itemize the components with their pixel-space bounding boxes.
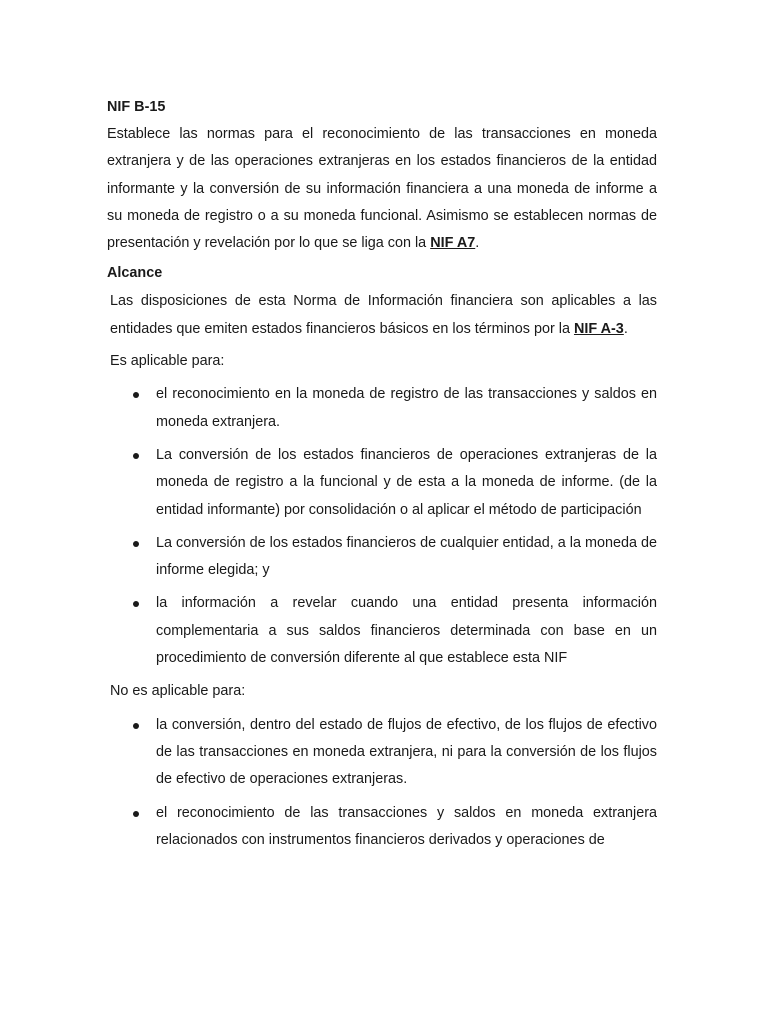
no-aplicable-lead: No es aplicable para: xyxy=(110,683,246,700)
intro-text: Establece las normas para el reconocimiento de las transacciones en moneda extranjera y de las operaciones extranjeras en los estados financieros de la entidad informante y la conversión de su información financiera a una moneda de informe a su moneda de registro o a su moneda funcional. Asimismo se establecen normas de presentación y revelación por lo que se liga con la xyxy=(107,126,657,252)
aplicable-list xyxy=(107,381,657,672)
list-item xyxy=(107,590,657,672)
list-item xyxy=(107,712,657,794)
section-heading-alcance: Alcance xyxy=(107,265,163,282)
alcance-tail: . xyxy=(623,320,628,337)
list-item-text: el reconocimiento de las transacciones y saldos en moneda extranjera relacionados con instrumentos financieros derivados y operaciones de xyxy=(156,804,657,848)
nif-a3-reference[interactable]: NIF A-3 xyxy=(573,320,624,337)
intro-tail: . xyxy=(475,235,480,252)
intro-paragraph xyxy=(107,121,657,257)
list-item xyxy=(107,800,657,855)
list-item xyxy=(107,381,657,436)
list-item-text: el reconocimiento en la moneda de registro de las transacciones y saldos en moneda extranjera. xyxy=(156,386,657,430)
document-title: NIF B-15 xyxy=(107,99,166,115)
bullet-icon xyxy=(133,601,139,607)
list-item xyxy=(107,530,657,585)
alcance-text: Las disposiciones de esta Norma de Información financiera son aplicables a las entidades que emiten estados financieros básicos en los términos por la xyxy=(110,293,657,337)
list-item-text: La conversión de los estados financieros de cualquier entidad, a la moneda de informe elegida; y xyxy=(156,534,657,579)
list-item-text: La conversión de los estados financieros de operaciones extranjeras de la moneda de registro a la funcional y de esta a la moneda de informe. (de la entidad informante) por consolidación o al aplicar el método de participación xyxy=(156,446,657,518)
list-item-text: la información a revelar cuando una entidad presenta información complementaria a sus saldos financieros determinada con base en un procedimiento de conversión diferente al que establece esta NIF xyxy=(156,595,657,667)
bullet-icon xyxy=(133,453,139,459)
bullet-icon xyxy=(133,392,139,398)
bullet-icon xyxy=(133,723,139,729)
nif-a7-reference[interactable]: NIF A7 xyxy=(430,235,476,252)
list-item xyxy=(107,442,657,524)
alcance-paragraph xyxy=(107,288,657,343)
aplicable-lead: Es aplicable para: xyxy=(110,353,225,370)
list-item-text: la conversión, dentro del estado de flujos de efectivo, de los flujos de efectivo de las transacciones en moneda extranjera, ni para la conversión de los flujos de efectivo de operaciones extranjeras. xyxy=(156,716,657,788)
bullet-icon xyxy=(133,811,139,817)
document-page xyxy=(107,96,657,860)
bullet-icon xyxy=(133,541,139,547)
no-aplicable-list xyxy=(107,712,657,854)
